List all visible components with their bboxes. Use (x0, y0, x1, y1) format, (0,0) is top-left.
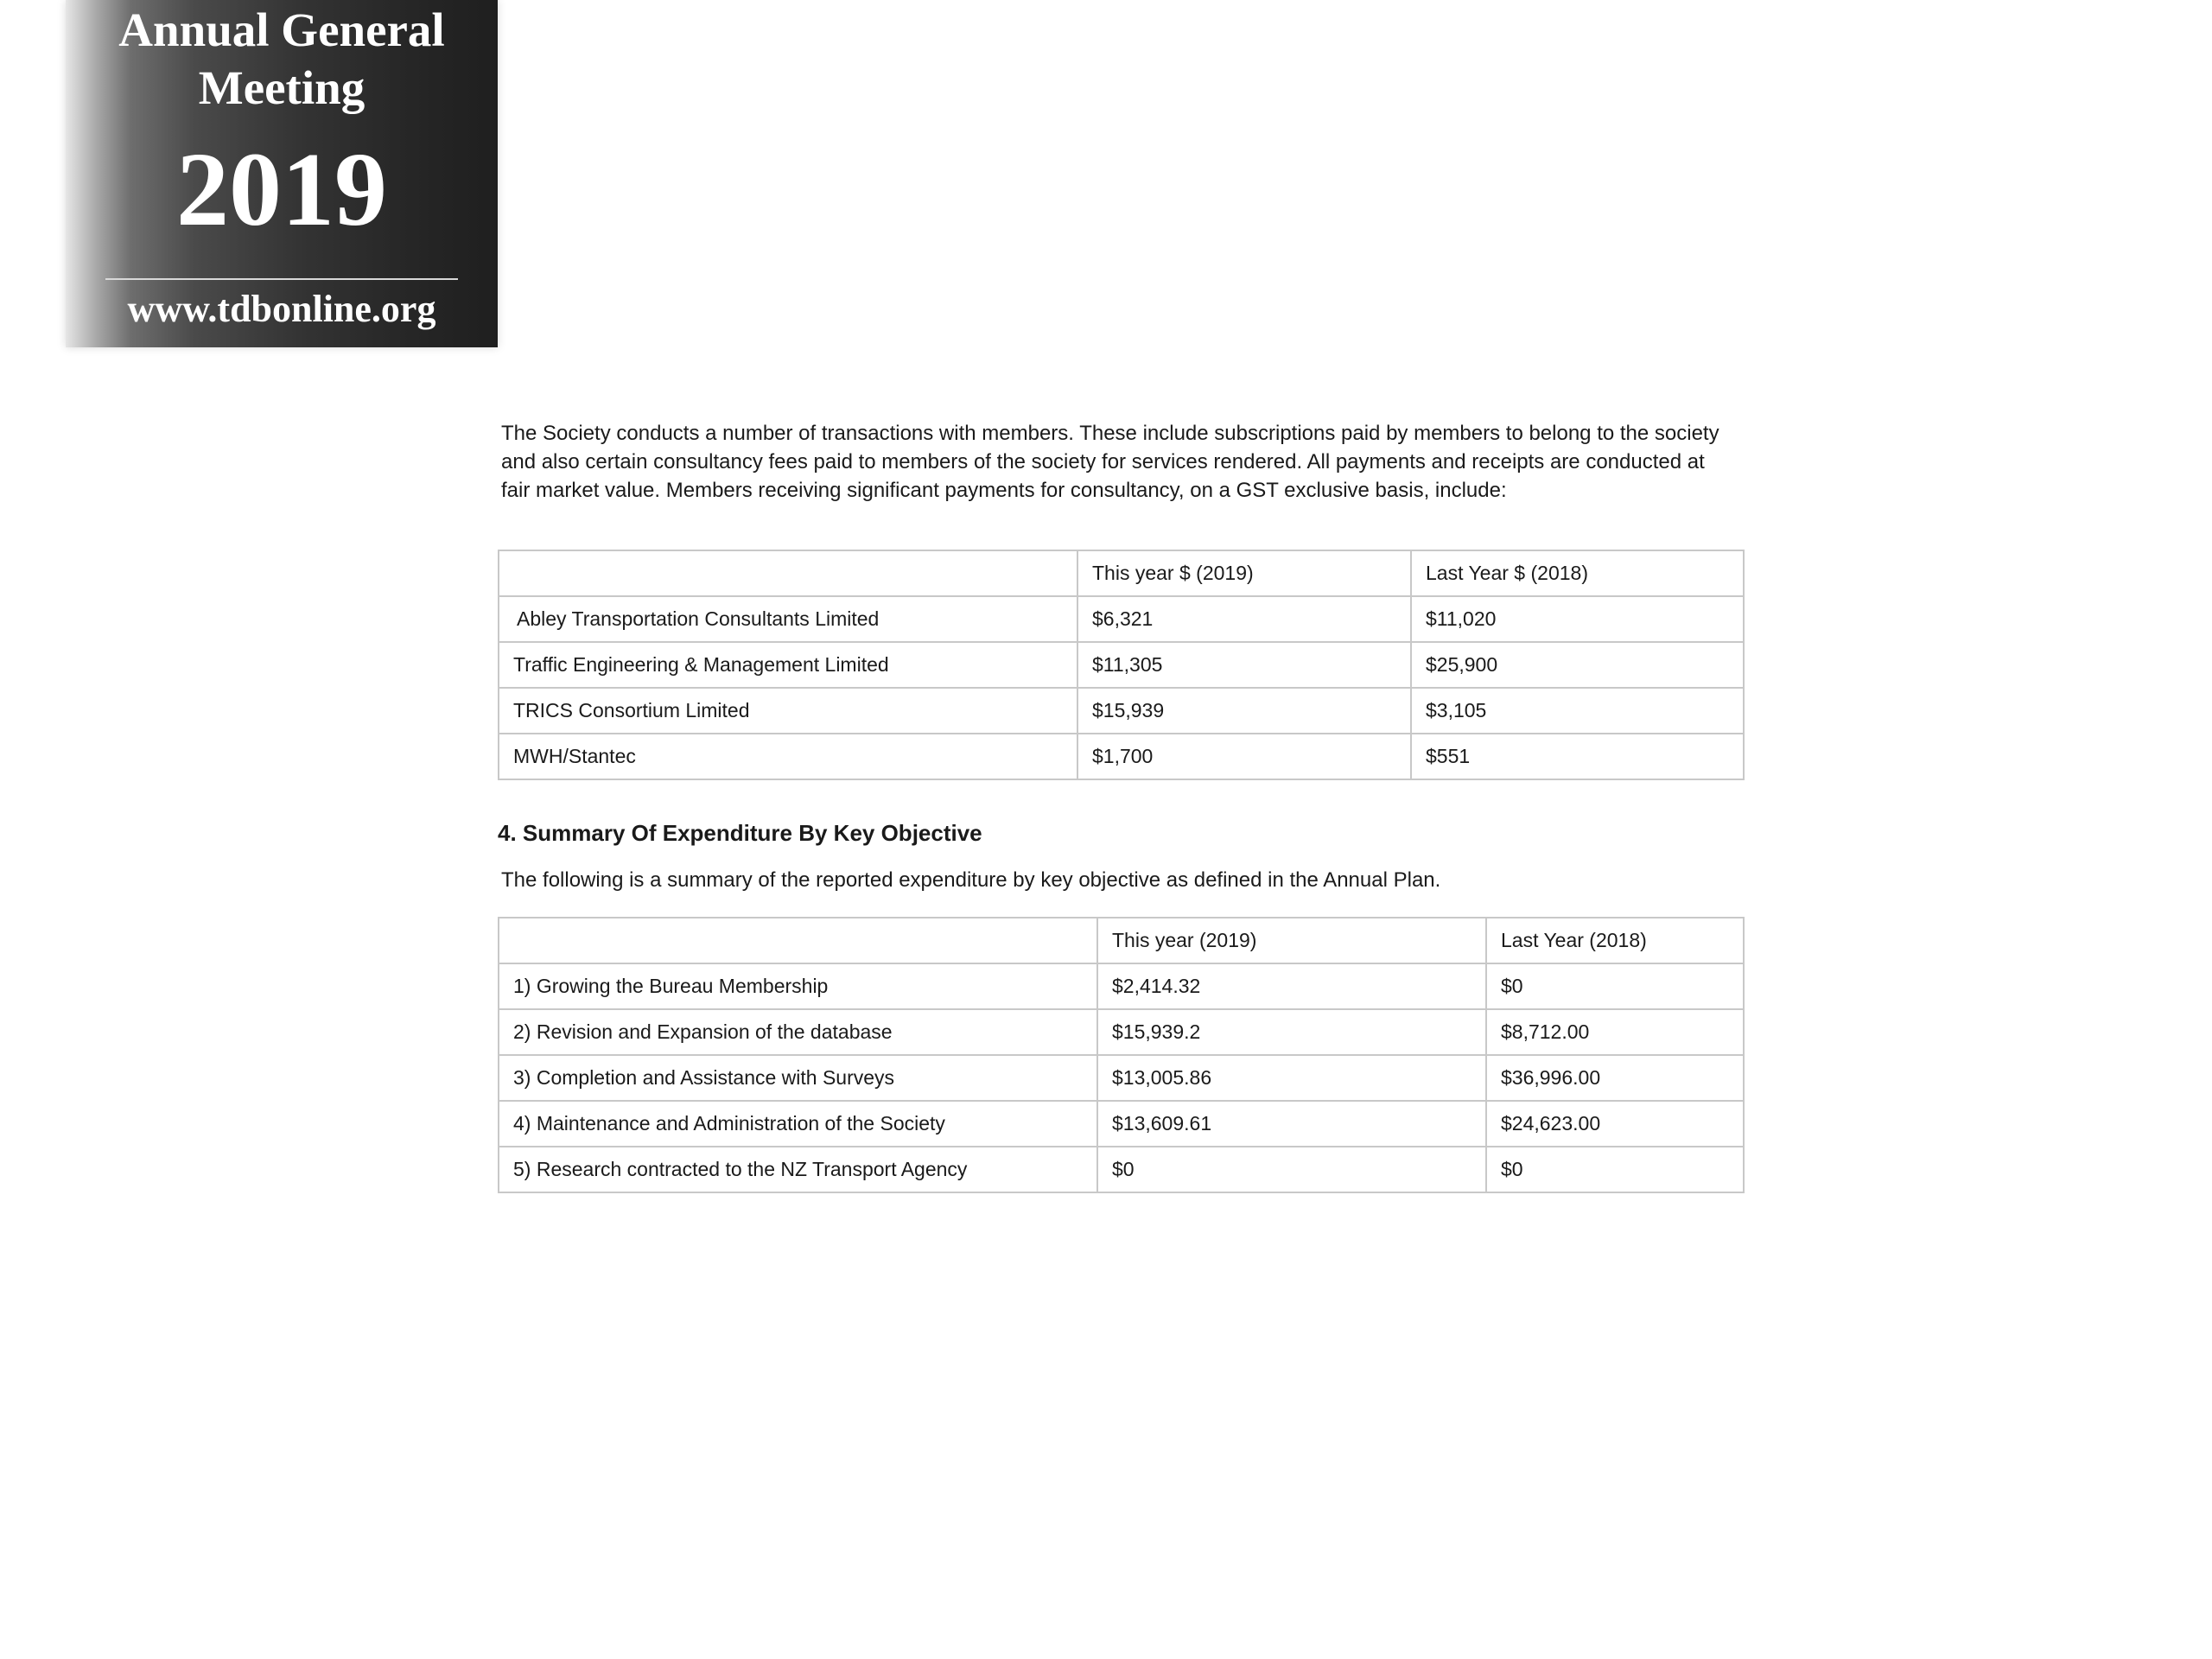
table-row (499, 1101, 1744, 1147)
header-cell: Last Year (2018) (1486, 918, 1744, 963)
table-row (499, 642, 1744, 688)
amount-2019-cell: $6,321 (1077, 596, 1411, 642)
intro-paragraph: The Society conducts a number of transactions with members. These include subscriptions paid by members to belong to the society and also certain consultancy fees paid to members of the society for services rendered. All payments and receipts are conducted at fair market value. Members receiving significant payments for consultancy, on a GST exclusive basis, include: (501, 422, 1719, 502)
amount-2019-cell: $11,305 (1077, 642, 1411, 688)
header-cell: This year (2019) (1097, 918, 1486, 963)
badge-title-line2: Meeting (198, 61, 365, 114)
member-name-cell: Traffic Engineering & Management Limited (499, 642, 1077, 688)
header-cell: Last Year $ (2018) (1411, 550, 1744, 596)
member-name-cell: Abley Transportation Consultants Limited (499, 596, 1077, 642)
amount-2018-cell: $24,623.00 (1486, 1101, 1744, 1147)
amount-2018-cell: $8,712.00 (1486, 1009, 1744, 1055)
amount-2018-cell: $36,996.00 (1486, 1055, 1744, 1101)
amount-2019-cell: $2,414.32 (1097, 963, 1486, 1009)
header-cell (499, 550, 1077, 596)
amount-2019-cell: $13,609.61 (1097, 1101, 1486, 1147)
objective-cell: 2) Revision and Expansion of the database (499, 1009, 1097, 1055)
objective-cell: 3) Completion and Assistance with Surveys (499, 1055, 1097, 1101)
amount-2019-cell: $0 (1097, 1147, 1486, 1192)
objective-cell: 4) Maintenance and Administration of the Society (499, 1101, 1097, 1147)
badge-url: www.tdbonline.org (127, 288, 436, 330)
section-description: The following is a summary of the reported expenditure by key objective as defined in the Annual Plan. (501, 868, 1441, 892)
amount-2019-cell: $1,700 (1077, 734, 1411, 779)
section-heading: 4. Summary Of Expenditure By Key Objective (498, 820, 982, 846)
member-payments-table (498, 550, 1745, 780)
table-row (499, 688, 1744, 734)
objective-cell: 5) Research contracted to the NZ Transport Agency (499, 1147, 1097, 1192)
table-row (499, 1147, 1744, 1192)
expenditure-table (498, 917, 1745, 1193)
amount-2018-cell: $0 (1486, 963, 1744, 1009)
member-name-cell: MWH/Stantec (499, 734, 1077, 779)
amount-2018-cell: $551 (1411, 734, 1744, 779)
amount-2019-cell: $15,939 (1077, 688, 1411, 734)
table-header-row (499, 918, 1744, 963)
header-cell: This year $ (2019) (1077, 550, 1411, 596)
table-row (499, 1009, 1744, 1055)
badge-divider (105, 278, 458, 280)
badge-title-line1: Annual General (118, 3, 445, 56)
agm-2019-badge (66, 0, 498, 347)
amount-2019-cell: $13,005.86 (1097, 1055, 1486, 1101)
amount-2019-cell: $15,939.2 (1097, 1009, 1486, 1055)
table-header-row (499, 550, 1744, 596)
table-row (499, 963, 1744, 1009)
member-name-cell: TRICS Consortium Limited (499, 688, 1077, 734)
amount-2018-cell: $25,900 (1411, 642, 1744, 688)
table-row (499, 1055, 1744, 1101)
amount-2018-cell: $3,105 (1411, 688, 1744, 734)
header-cell (499, 918, 1097, 963)
table-row (499, 596, 1744, 642)
badge-year: 2019 (176, 131, 387, 248)
document-body (498, 419, 1742, 1193)
amount-2018-cell: $11,020 (1411, 596, 1744, 642)
objective-cell: 1) Growing the Bureau Membership (499, 963, 1097, 1009)
amount-2018-cell: $0 (1486, 1147, 1744, 1192)
table-row (499, 734, 1744, 779)
